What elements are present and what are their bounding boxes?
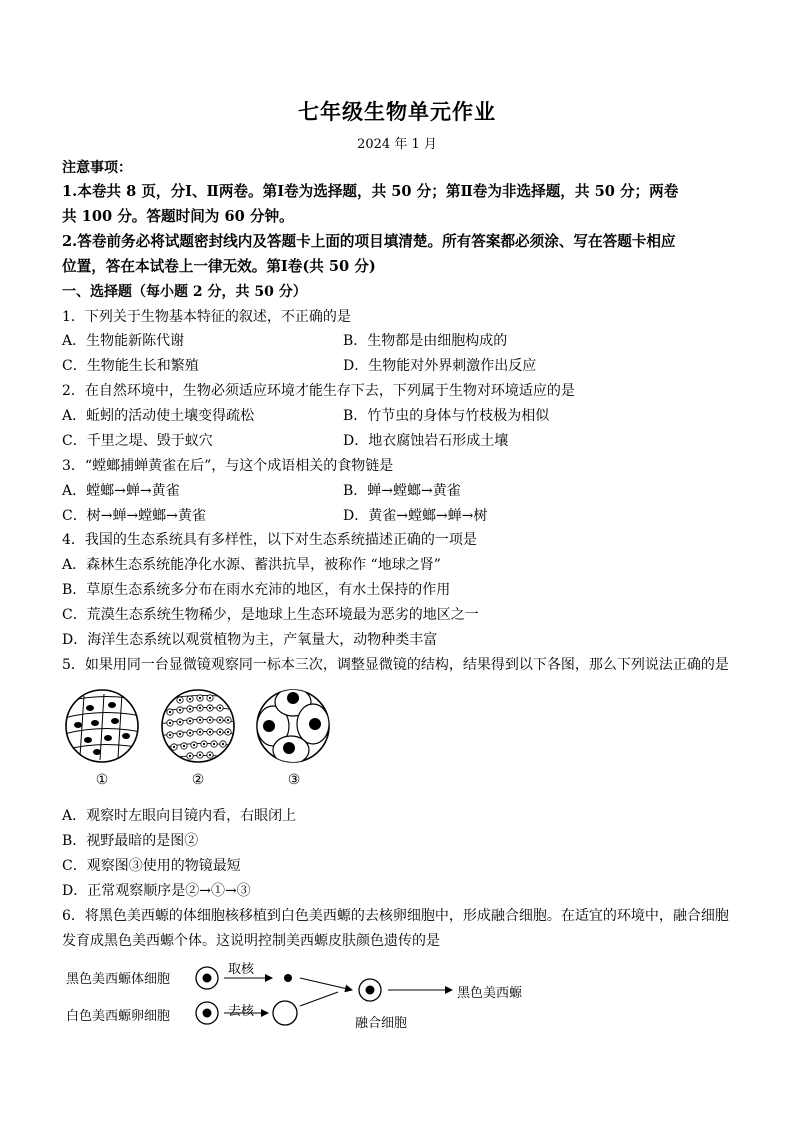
question-5-option-c: C．观察图③使用的物镜最短 (62, 858, 241, 874)
question-5-option-d: D．正常观察顺序是②→①→③ (62, 883, 251, 899)
question-6-stem-line-1: 6．将黑色美西螈的体细胞核移植到白色美西螈的去核卵细胞中，形成融合细胞。在适宜的环境中，融合细胞 (62, 908, 729, 924)
question-1-option-d: D．生物能对外界刺激作出反应 (343, 358, 537, 374)
label-take-nucleus: 取核 (228, 962, 255, 977)
notice-line-1: 1.本卷共 8 页，分Ⅰ、Ⅱ两卷。第Ⅰ卷为选择题，共 50 分；第Ⅱ卷为非选择题，共 50 分；两卷 (62, 183, 679, 200)
question-3-option-c: C．树→蝉→螳螂→黄雀 (62, 508, 206, 524)
notice-line-4: 位置，答在本试卷上一律无效。第Ⅰ卷(共 50 分) (62, 258, 376, 275)
label-black-body-cell: 黑色美西螈体细胞 (66, 972, 171, 987)
exam-date: 2024 年 1 月 (357, 137, 437, 152)
figure-label-1: ① (95, 772, 109, 788)
question-4-option-a: A．森林生态系统能净化水源、蓄洪抗旱，被称作 “地球之肾” (62, 557, 441, 573)
microscope-view-1 (64, 688, 140, 764)
question-3-option-d: D．黄雀→螳螂→蝉→树 (343, 508, 488, 524)
label-white-egg-cell: 白色美西螈卵细胞 (66, 1009, 171, 1024)
question-5-option-a: A．观察时左眼向目镜内看，右眼闭上 (62, 808, 297, 824)
section-heading: 一、选择题（每小题 2 分，共 50 分） (62, 284, 307, 300)
question-5-stem: 5．如果用同一台显微镜观察同一标本三次，调整显微镜的结构，结果得到以下各图，那么下列说法正确的是 (62, 657, 729, 673)
question-2-option-c: C．千里之堤、毁于蚁穴 (62, 433, 213, 449)
question-5-option-b: B．视野最暗的是图② (62, 833, 199, 849)
notice-line-3: 2.答卷前务必将试题密封线内及答题卡上面的项目填清楚。所有答案都必须涂、写在答题卡相应 (62, 233, 676, 250)
label-fused-cell: 融合细胞 (355, 1016, 408, 1031)
question-4-option-c: C．荒漠生态系统生物稀少，是地球上生态环境最为恶劣的地区之一 (62, 607, 479, 623)
label-result: 黑色美西螈 (457, 986, 523, 1001)
question-1-option-a: A．生物能新陈代谢 (62, 333, 185, 349)
question-3-stem: 3．“螳螂捕蝉黄雀在后”，与这个成语相关的食物链是 (62, 458, 394, 474)
microscope-view-3 (255, 688, 331, 764)
question-3-option-b: B．蝉→螳螂→黄雀 (343, 483, 461, 499)
question-4-stem: 4．我国的生态系统具有多样性，以下对生态系统描述正确的一项是 (62, 532, 477, 548)
question-1-option-b: B．生物都是由细胞构成的 (343, 333, 508, 349)
notice-heading: 注意事项： (62, 160, 132, 176)
label-remove-nucleus: 去核 (228, 1004, 255, 1019)
question-6-stem-line-2: 发育成黑色美西螈个体。这说明控制美西螈皮肤颜色遗传的是 (62, 933, 440, 949)
notice-line-2: 共 100 分。答题时间为 60 分钟。 (62, 208, 294, 225)
nuclear-transfer-diagram (190, 960, 460, 1030)
question-3-option-a: A．螳螂→蝉→黄雀 (62, 483, 180, 499)
question-2-stem: 2．在自然环境中，生物必须适应环境才能生存下去，下列属于生物对环境适应的是 (62, 383, 575, 399)
figure-label-2: ② (191, 772, 205, 788)
question-4-option-b: B．草原生态系统多分布在雨水充沛的地区，有水土保持的作用 (62, 582, 451, 598)
page-title: 七年级生物单元作业 (298, 99, 496, 124)
question-1-stem: 1．下列关于生物基本特征的叙述，不正确的是 (62, 309, 351, 325)
question-2-option-a: A．蚯蚓的活动使土壤变得疏松 (62, 408, 255, 424)
question-2-option-b: B．竹节虫的身体与竹枝极为相似 (343, 408, 550, 424)
question-4-option-d: D．海洋生态系统以观赏植物为主，产氧量大，动物种类丰富 (62, 632, 438, 648)
question-1-option-c: C．生物能生长和繁殖 (62, 358, 199, 374)
figure-label-3: ③ (287, 772, 301, 788)
question-2-option-d: D．地衣腐蚀岩石形成土壤 (343, 433, 509, 449)
microscope-view-2 (160, 688, 236, 764)
